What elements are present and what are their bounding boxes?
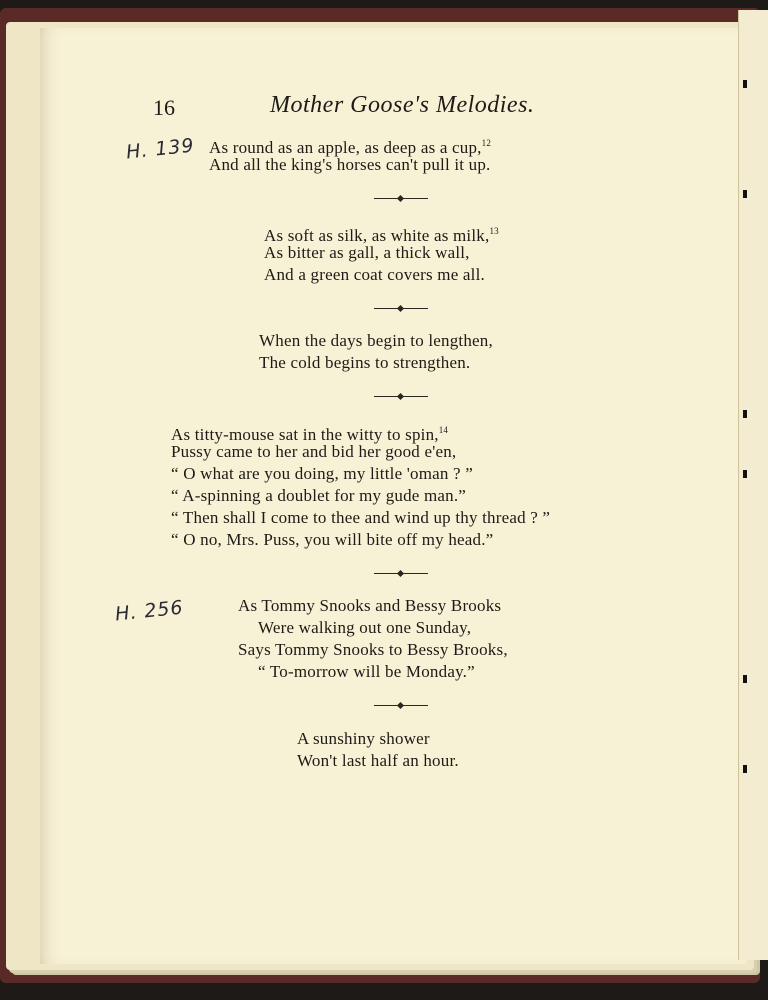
verse-line: Won't last half an hour. xyxy=(297,751,459,770)
verse-line: As titty-mouse sat in the witty to spin,$^{14}$ xyxy=(171,425,449,444)
verse-line: As bitter as gall, a thick wall, xyxy=(264,243,470,262)
verse-line: When the days begin to lengthen, xyxy=(259,331,493,350)
verse-line: “ To-morrow will be Monday.” xyxy=(258,662,475,681)
footnote-marker: 12 xyxy=(481,138,492,148)
handwritten-note: H. 256 xyxy=(114,596,185,626)
verse-line: The cold begins to strengthen. xyxy=(259,353,471,372)
ink-mark xyxy=(743,190,747,198)
rhyme-2 xyxy=(264,220,499,286)
verse-line: “ O no, Mrs. Puss, you will bite off my head.” xyxy=(171,530,494,549)
verse-line: As Tommy Snooks and Bessy Brooks xyxy=(238,596,502,615)
ink-mark xyxy=(743,675,747,683)
verse-line: “ O what are you doing, my little 'oman ? ” xyxy=(171,464,473,483)
verse-line: “ Then shall I come to thee and wind up thy thread ? ” xyxy=(171,508,551,527)
verse-line: A sunshiny shower xyxy=(297,729,430,748)
ornamental-separator xyxy=(374,308,428,309)
facing-page-edge xyxy=(738,10,768,960)
ink-mark xyxy=(743,470,747,478)
verse-line: Pussy came to her and bid her good e'en, xyxy=(171,442,457,461)
rhyme-3 xyxy=(259,330,493,374)
page-number: 16 xyxy=(153,95,175,120)
ornamental-separator xyxy=(374,396,428,397)
verse-line: As round as an apple, as deep as a cup,$^{12}$ xyxy=(209,138,492,157)
ink-mark xyxy=(743,410,747,418)
ornamental-separator xyxy=(374,705,428,706)
ornamental-separator xyxy=(374,573,428,574)
rhyme-4 xyxy=(171,419,550,551)
rhyme-5 xyxy=(238,595,508,683)
rhyme-6 xyxy=(297,728,459,772)
rhyme-1 xyxy=(209,132,491,176)
verse-line: And all the king's horses can't pull it up. xyxy=(209,155,491,174)
footnote-marker: 14 xyxy=(438,425,449,435)
running-title: Mother Goose's Melodies. xyxy=(270,92,535,118)
verse-line: “ A-spinning a doublet for my gude man.” xyxy=(171,486,467,505)
verse-line: Says Tommy Snooks to Bessy Brooks, xyxy=(238,640,508,659)
ornamental-separator xyxy=(374,198,428,199)
footnote-marker: 13 xyxy=(489,226,499,236)
ink-mark xyxy=(743,80,747,88)
verse-line: Were walking out one Sunday, xyxy=(258,618,472,637)
verse-line: As soft as silk, as white as milk,$^{13}$ xyxy=(264,226,499,245)
ink-mark xyxy=(743,765,747,773)
verse-line: And a green coat covers me all. xyxy=(264,265,485,284)
handwritten-note: H. 139 xyxy=(125,134,196,164)
